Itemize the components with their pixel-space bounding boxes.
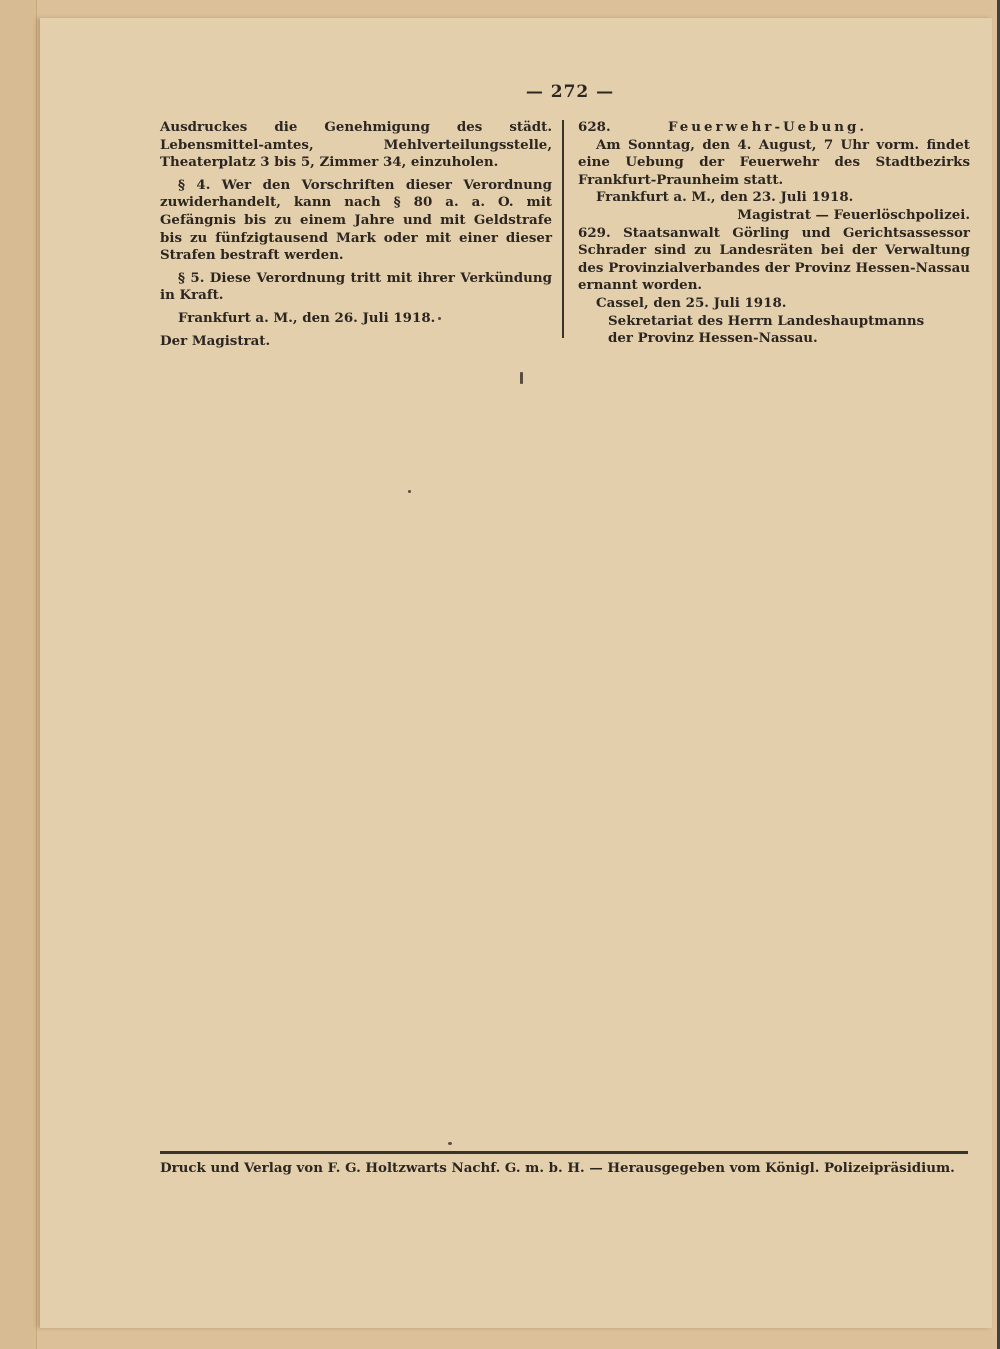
left-column: [160, 119, 552, 350]
notice-629-signature-line2: der Provinz Hessen-Nassau.: [608, 330, 818, 347]
paper-speck: [520, 372, 523, 384]
page-number: — 272 —: [525, 82, 615, 102]
notice-628-date: Frankfurt a. M., den 23. Juli 1918.: [596, 189, 854, 206]
imprint-footer: Druck und Verlag von F. G. Holtzwarts Nachf. G. m. b. H. — Herausgegeben vom Königl. Polizeipräsidium.: [160, 1160, 955, 1176]
place-date: Frankfurt a. M., den 26. Juli 1918.: [178, 309, 436, 326]
paragraph-section-4: § 4. Wer den Vorschriften dieser Verordnung zuwiderhandelt, kann nach § 80 a. a. O. mit Gefängnis bis zu einem Jahre und mit Geldstrafe bis zu fünfzigtausend Mark oder mit einer dieser Strafen bestraft werden.: [160, 176, 552, 264]
paragraph-section-5: § 5. Diese Verordnung tritt mit ihrer Verkündung in Kraft.: [160, 269, 552, 304]
right-column: [578, 119, 970, 348]
notice-title: Feuerwehr-Uebung.: [668, 119, 868, 135]
notice-628-heading: [578, 119, 970, 137]
notice-629-body: 629. Staatsanwalt Görling und Gerichtsassessor Schrader sind zu Landesräten bei der Verwaltung des Provinzialverbandes der Provinz Hessen-Nassau ernannt worden.: [578, 224, 970, 294]
paper-speck: [448, 1142, 452, 1145]
notice-number: 628.: [578, 119, 611, 135]
notice-629-date: Cassel, den 25. Juli 1918.: [596, 294, 787, 311]
paper-speck: [408, 490, 411, 493]
notice-628-body: Am Sonntag, den 4. August, 7 Uhr vorm. findet eine Uebung der Feuerwehr des Stadtbezirks Frankfurt-Praunheim statt.: [578, 136, 970, 188]
paper-speck: [438, 317, 441, 320]
notice-629-signature-line1: Sekretariat des Herrn Landeshauptmanns: [608, 312, 925, 329]
paragraph-continuation: Ausdruckes die Genehmigung des städt. Lebensmittel-amtes, Mehlverteilungsstelle, Theaterplatz 3 bis 5, Zimmer 34, einzuholen.: [160, 119, 552, 171]
footer-rule: [160, 1151, 968, 1154]
notice-628-signature: Magistrat — Feuerlöschpolizei.: [737, 206, 970, 223]
signature: Der Magistrat.: [160, 332, 271, 349]
column-divider: [562, 120, 564, 338]
binding-strip: [0, 0, 37, 1349]
